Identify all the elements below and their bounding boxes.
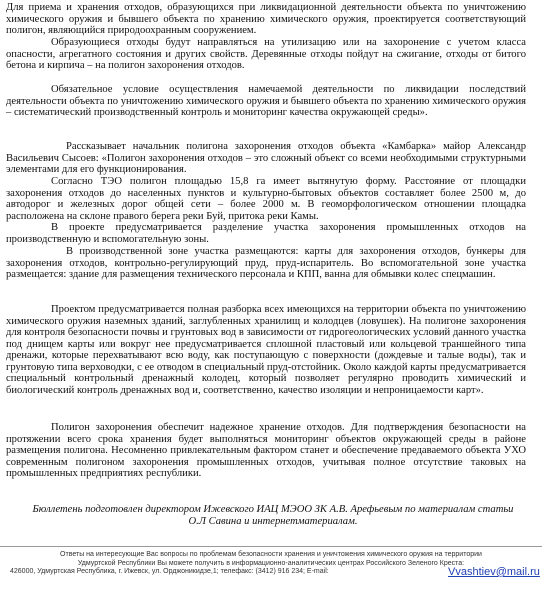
paragraph-6: В проекте предусматривается разделение участка захоронения промышленных отходов на производственную и вспомогательную зоны.	[6, 222, 526, 245]
footer-line-3: 426000, Удмуртская Республика, г. Ижевск, ул. Орджоникидзе,1; телефакс: (3412) 916 234; E-mail:	[10, 568, 329, 575]
paragraph-5: Согласно ТЭО полигон площадью 15,8 га имеет вытянутую форму. Расстояние от площадки захоронения отходов до населенных пунктов и культурно-бытовых объектов составляет более 2500 м, до автодорог и железных дорог общей сети – более 2000 м. В геоморфологическом отношении площадка расположена на склоне правого берега реки Буй, притока реки Камы.	[6, 176, 526, 222]
email-link[interactable]: Vvashtiev@mail.ru	[448, 566, 540, 578]
paragraph-1: Для приема и хранения отходов, образующихся при ликвидационной деятельности объекта по уничтожению химического оружия и бывшего объекта по хранению химического оружия, проектируется соответствующий полигон, являющийся природоохранным сооружением.	[6, 2, 526, 36]
footer-line-1: Ответы на интересующие Вас вопросы по проблемам безопасности хранения и уничтожения химического оружия на территории	[60, 551, 482, 558]
footer-line-2: Удмуртской Республики Вы можете получить в информационно-аналитических центрах Российского Зеленого Креста:	[77, 559, 465, 567]
footer-divider	[0, 546, 542, 547]
bulletin-signature: Бюллетень подготовлен директором Ижевского ИАЦ МЭОО ЗК А.В. Арефьевым по материалам статьи О.Л Савина и интернетматериалам.	[32, 504, 514, 527]
paragraph-7: В производственной зоне участка размещаются: карты для захоронения отходов, бункеры для захоронения отходов, контрольно-регулирующий пруд, пруд-испаритель. Во вспомогательной зоне участка размещается: здание для размещения технического персонала и КПП, ванна для обмывки колес спецмашин.	[6, 246, 526, 280]
paragraph-8: Проектом предусматривается полная разборка всех имеющихся на территории объекта по уничтожению химического оружия наземных зданий, заглубленных хранилищ и колодцев (ловушек). На полигоне захоронения для контроля безопасности почвы и грунтовых вод в зависимости от гидрогеологических условий данного участка под днищем карты или вокруг нее предусматривается сплошной пластовый или кольцевой траншейного типа дренажи, которые перехватывают всю воду, как поступающую с поверхности (дождевые и талые воды), так и грунтовую типа верховодки, с ее отводом в специальный пруд-отстойник. Около каждой карты предусматривается специальный контрольный дренажный колодец, который позволяет регулярно проводить химический и биологический контроль дренажных вод и, соответственно, качество изоляции и непроницаемости карт».	[6, 304, 526, 396]
paragraph-2: Образующиеся отходы будут направляться на утилизацию или на захоронение с учетом класса опасности, агрегатного состояния и других свойств. Деревянные отходы пойдут на сжигание, отходы от битого бетона и кирпича – на полигон захоронения отходов.	[6, 37, 526, 71]
paragraph-3: Обязательное условие осуществления намечаемой деятельности по ликвидации последствий деятельности объекта по уничтожению химического оружия и бывшего объекта по хранению химического оружия – систематический производственный контроль и мониторинг качества окружающей среды».	[6, 84, 526, 118]
paragraph-9: Полигон захоронения обеспечит надежное хранение отходов. Для подтверждения безопасности на протяжении всего срока хранения будет выполняться мониторинг объектов окружающей среды в районе размещения полигона. Несомненно привлекательным фактором станет и обеспечение предаваемого объекта УХО современным полигоном захоронения промышленных отходов, учитывая полное отсутствие таковых на промышленных предприятиях республики.	[6, 422, 526, 479]
paragraph-4: Рассказывает начальник полигона захоронения отходов объекта «Камбарка» майор Александр Васильевич Сысоев: «Полигон захоронения отходов – это сложный объект со всеми необходимыми структурными элементами для его функционирования.	[6, 141, 526, 175]
